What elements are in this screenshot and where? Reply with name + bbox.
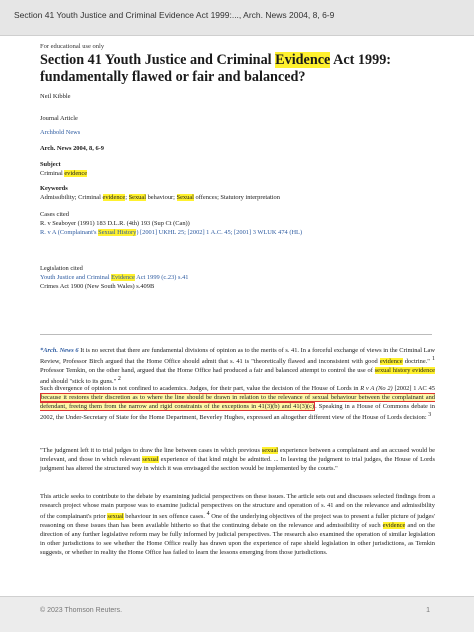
- body-text: It is no secret that there are fundamental divisions of opinion as to the merits of s. 41. In a forceful exchange of views in the Criminal Law Review, Professor Birch argued that the Home Office should admit that s. 41 is "theoretically flawed and inconsistent with good: [40, 347, 435, 366]
- cases-label: Cases cited: [40, 211, 69, 218]
- highlight-sexual: Sexual: [176, 194, 194, 201]
- body-text: doctrine.": [402, 358, 432, 366]
- highlight-evidence: evidence: [379, 358, 403, 366]
- body-text: Such divergence of opinion is not confined to academics. Judges, for their part, value the decision of the House of Lords in: [40, 385, 361, 392]
- legislation-block: [40, 264, 188, 291]
- document-page: [0, 36, 474, 596]
- footnote-marker[interactable]: 2: [117, 376, 121, 383]
- body-paragraph: [40, 492, 435, 557]
- case-link-text: ) [2001] UKHL 25; [2002] 1 A.C. 45; [2001] 3 WLUK 474 (HL): [136, 229, 303, 236]
- subject-text: Criminal: [40, 170, 65, 177]
- footnote-marker[interactable]: 1: [432, 356, 435, 362]
- boxed-highlight: because it restores their discretion as to where the line should be drawn in relation to the relevance of sexual behaviour between the complainant and defendant, freeing them from the narrow and rigid constraints of the exceptions in 41(3)(b) and 41(3)(c): [40, 394, 435, 410]
- highlight-evidence: evidence: [382, 522, 406, 530]
- body-paragraph: [40, 384, 435, 422]
- footnote-marker[interactable]: 4: [206, 511, 210, 517]
- highlight-evidence: Evidence: [111, 274, 135, 281]
- page-reference: *Arch. News 6: [40, 347, 79, 354]
- highlight-evidence: evidence: [64, 170, 88, 177]
- body-text: behaviour in sex offence cases.: [123, 513, 207, 521]
- article-title: [40, 52, 440, 86]
- highlight-evidence: Evidence: [275, 52, 331, 68]
- article-author: Neil Kibble: [40, 93, 71, 100]
- cases-block: [40, 210, 302, 237]
- highlight-evidence: evidence: [102, 194, 126, 201]
- body-text: experience of that kind might be admitted. ... In leaving the judgment to trial judges, the House of Lords judgment has altered the structured way in which it was envisaged the section would be implemented by the courts.": [40, 456, 435, 472]
- body-text: and should "stick to its guns.": [40, 378, 118, 386]
- body-text: Professor Temkin, on the other hand, argued that the Home Office had produced a fair and balanced attempt to control the use of: [40, 367, 375, 375]
- document-header-title: Section 41 Youth Justice and Criminal Evidence Act 1999:..., Arch. News 2004, 8, 6-9: [14, 10, 335, 20]
- body-text: [2002] 1 AC 45: [392, 385, 435, 392]
- subject-block: [40, 160, 87, 178]
- case-citation: R. v Seaboyer (1991) 183 D.L.R. (4th) 193 (Sup Ct (Can)): [40, 220, 190, 227]
- legislation-link[interactable]: [40, 273, 188, 282]
- legislation-label: Legislation cited: [40, 265, 83, 272]
- body-text: One of the underlying objectives of the project was to present a fuller picture of judges' reasoning on these issues than has been available hitherto so that the continuing debate on the relevance and admissibility of such: [40, 513, 435, 530]
- subject-label: Subject: [40, 161, 61, 168]
- keywords-text: ;: [125, 194, 129, 201]
- keywords-text: behaviour;: [146, 194, 177, 201]
- educational-use-note: For educational use only: [40, 43, 105, 50]
- journal-label: Journal Article: [40, 115, 78, 122]
- journal-link[interactable]: Archbold News: [40, 129, 81, 136]
- document-header-bar: [0, 0, 474, 36]
- journal-block: [40, 114, 80, 137]
- article-citation: Arch. News 2004, 8, 6-9: [40, 145, 104, 152]
- body-paragraph: [40, 346, 435, 386]
- footnote-marker[interactable]: 3: [428, 412, 432, 418]
- body-text: This article seeks to contribute to the debate by examining judicial perspectives on these issues. The article sets out and discusses selected findings from a research project whose main purpose was to examine judicial perspectives on the structure and operation of s. 41 and on the relevance and admissibility of the complainant's prior: [40, 493, 435, 521]
- legislation-citation: Crimes Act 1900 (New South Wales) s.409B: [40, 283, 155, 290]
- highlight-sexual: sexual: [107, 513, 124, 521]
- keywords-text: Admissibility; Criminal: [40, 194, 103, 201]
- case-link[interactable]: [40, 228, 302, 237]
- highlight-sexual: sexual: [142, 456, 159, 463]
- legislation-link-text: Youth Justice and Criminal: [40, 274, 112, 281]
- keywords-block: [40, 184, 280, 202]
- highlight-sexual: Sexual: [128, 194, 146, 201]
- highlight-sexual-history-evidence: sexual history evidence: [374, 367, 435, 375]
- case-name: R v A (No 2): [360, 385, 393, 392]
- body-text: experience between a complainant and an accused would be irrelevant, and those in which relevant: [40, 447, 435, 463]
- case-link-text: R. v A (Complainant's: [40, 229, 99, 236]
- section-divider: [40, 334, 432, 335]
- quote-paragraph: [40, 446, 435, 473]
- body-text: and on the direction of any further legislative reform may be fully informed by judicial perspectives. The research also examined the operation of similar legislation in other jurisdictions to see whether the Home Office really has drawn upon the experience of rape shield legislation in other jurisdictions, as Temkin suggests, or whether in reality the Home Office has failed to learn the lessons emerging from those jurisdictions.: [40, 522, 435, 557]
- body-text: . Speaking in a House of Commons debate in 2002, the Under-Secretary of State for the Home Department, Beverley Hughes, expressed an altogether different view of the House of Lords decision:: [40, 403, 435, 422]
- article-title-part: Section 41 Youth Justice and Criminal: [40, 52, 276, 68]
- article-title-part: Act 1999: fundamentally flawed or fair and balanced?: [40, 52, 392, 85]
- copyright-notice: © 2023 Thomson Reuters.: [40, 607, 123, 614]
- page-number: 1: [426, 607, 430, 614]
- keywords-text: offences; Statutory interpretation: [193, 194, 280, 201]
- keywords-label: Keywords: [40, 185, 68, 192]
- legislation-link-text: Act 1999 (c.23) s.41: [134, 274, 189, 281]
- document-footer: [0, 596, 474, 632]
- highlight-sexual: sexual: [261, 447, 279, 454]
- body-text: "The judgment left it to trial judges to draw the line between cases in which previous: [40, 447, 262, 454]
- highlight-sexual-history: Sexual History: [98, 229, 137, 236]
